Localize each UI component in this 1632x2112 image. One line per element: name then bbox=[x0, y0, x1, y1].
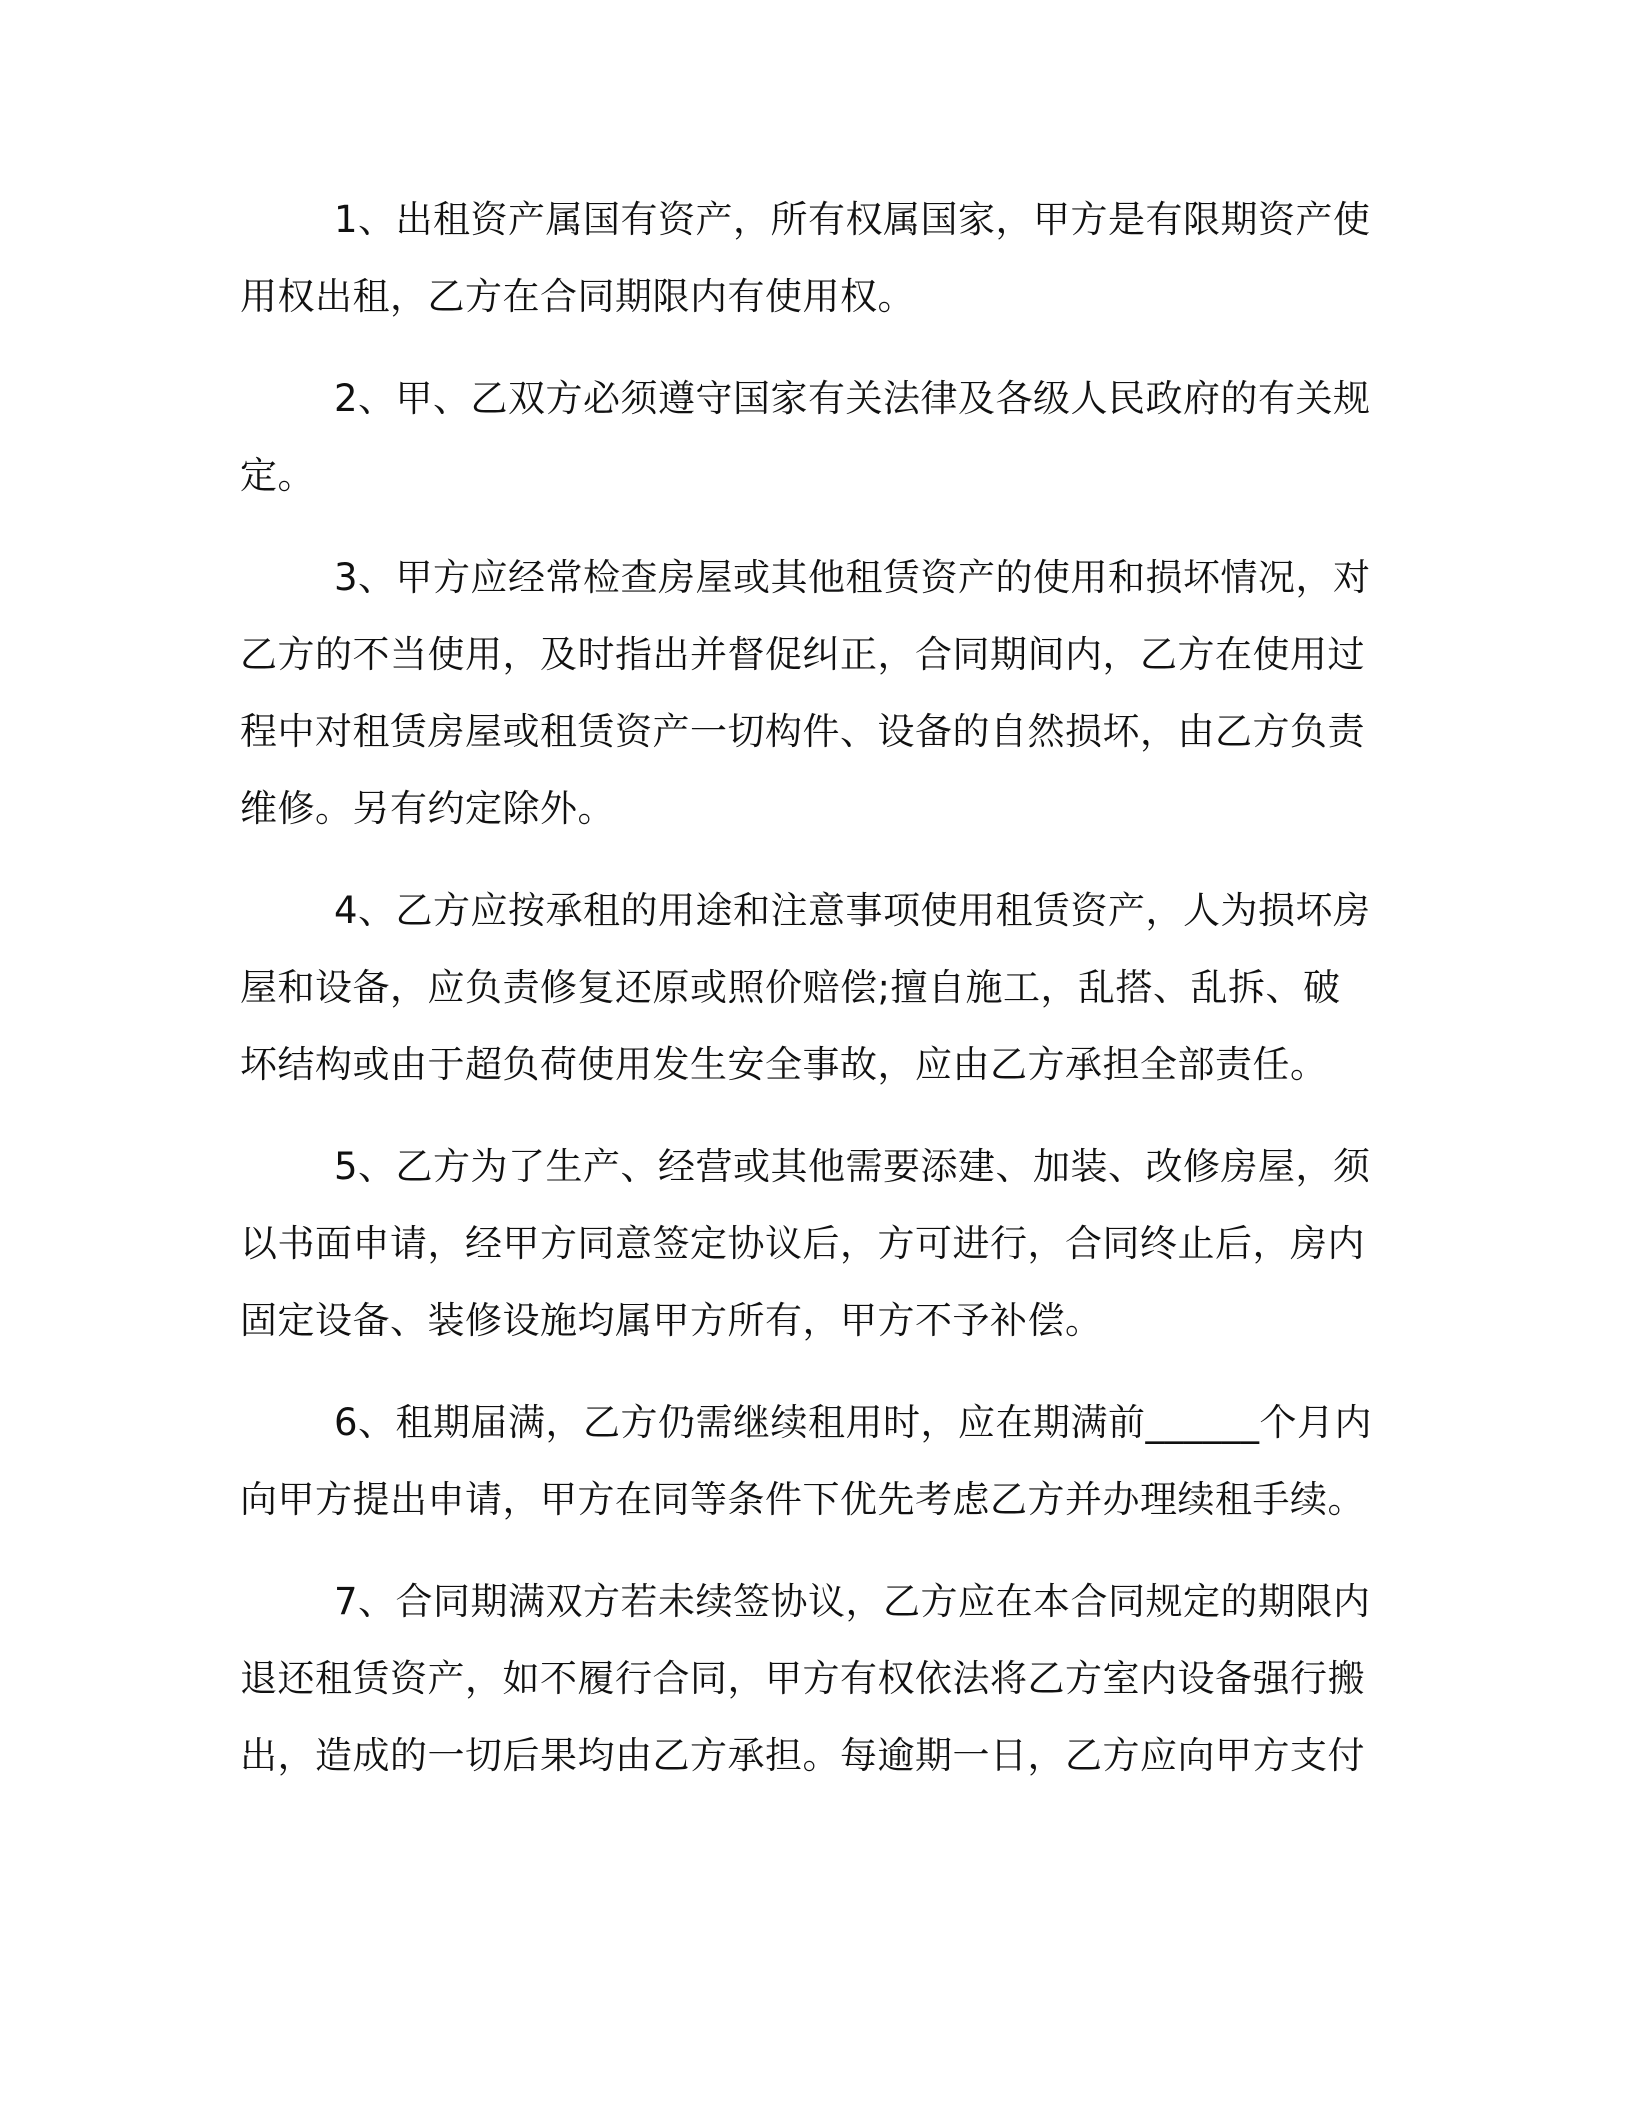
clause-4: 4、乙方应按承租的用途和注意事项使用租赁资产，人为损坏房屋和设备，应负责修复还原或照价赔偿;擅自施工，乱搭、乱拆、破坏结构或由于超负荷使用发生安全事故，应由乙方承担全部责任。 bbox=[240, 889, 1371, 1086]
clause-3: 3、甲方应经常检查房屋或其他租赁资产的使用和损坏情况，对乙方的不当使用，及时指出并督促纠正，合同期间内，乙方在使用过程中对租赁房屋或租赁资产一切构件、设备的自然损坏，由乙方负责维修。另有约定除外。 bbox=[240, 556, 1371, 830]
clause-2: 2、甲、乙双方必须遵守国家有关法律及各级人民政府的有关规定。 bbox=[240, 377, 1371, 497]
document-body bbox=[240, 181, 1375, 1819]
clause-7: 7、合同期满双方若未续签协议，乙方应在本合同规定的期限内退还租赁资产，如不履行合同，甲方有权依法将乙方室内设备强行搬出，造成的一切后果均由乙方承担。每逾期一日，乙方应向甲方支付 bbox=[240, 1580, 1371, 1777]
clause-1: 1、出租资产属国有资产，所有权属国家，甲方是有限期资产使用权出租，乙方在合同期限内有使用权。 bbox=[240, 198, 1371, 318]
clause-5: 5、乙方为了生产、经营或其他需要添建、加装、改修房屋，须以书面申请，经甲方同意签定协议后，方可进行，合同终止后，房内固定设备、装修设施均属甲方所有，甲方不予补偿。 bbox=[240, 1145, 1371, 1342]
clause-6: 6、租期届满，乙方仍需继续租用时，应在期满前______个月内向甲方提出申请，甲方在同等条件下优先考虑乙方并办理续租手续。 bbox=[240, 1401, 1373, 1521]
